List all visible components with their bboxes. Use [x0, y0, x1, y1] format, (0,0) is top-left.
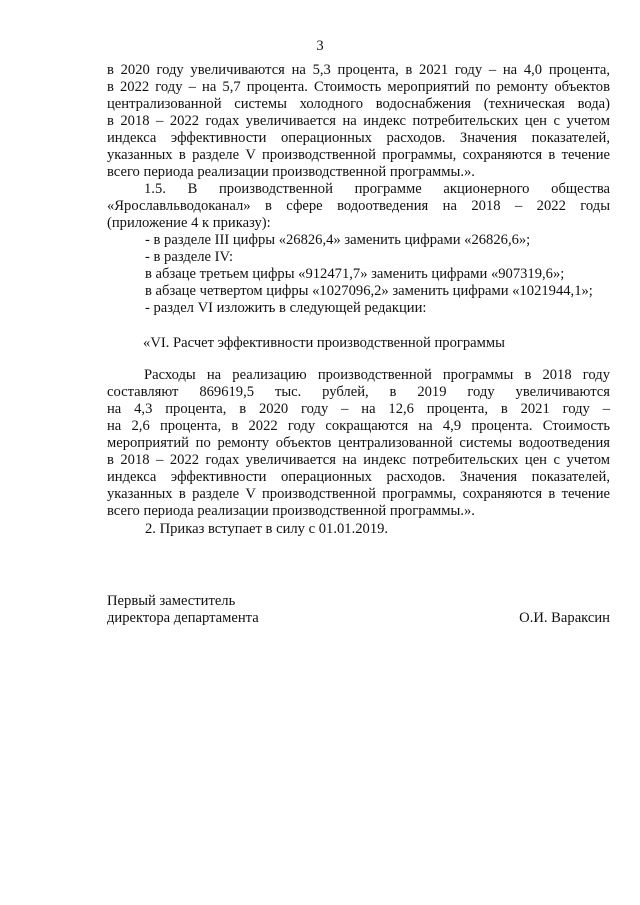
paragraph-cold-water-costs	[107, 62, 610, 181]
text-line: 2. Приказ вступает в силу с 01.01.2019.	[145, 521, 389, 537]
text-line: в 2018 – 2022 годах увеличивается на индекс потребительских цен с учетом	[107, 113, 610, 129]
text-line: в 2018 – 2022 годах увеличивается на индекс потребительских цен с учетом	[107, 452, 610, 468]
signature-name: О.И. Вараксин	[519, 610, 610, 626]
text-line: в 2020 году увеличиваются на 5,3 процента, в 2021 году – на 4,0 процента,	[107, 62, 610, 78]
text-line: в 2022 году – на 5,7 процента. Стоимость мероприятий по ремонту объектов	[107, 79, 610, 95]
text-line: мероприятий по ремонту объектов централизованной системы водоотведения	[107, 435, 610, 451]
text-line: всего периода реализации производственной программы.».	[107, 164, 475, 180]
text-line: 1.5. В производственной программе акционерного общества	[144, 181, 610, 197]
text-line: на 4,3 процента, в 2020 году – на 12,6 процента, в 2021 году –	[107, 401, 610, 417]
text-line: всего периода реализации производственной программы.».	[107, 503, 475, 519]
signature-title-line: директора департамента	[107, 610, 259, 626]
paragraph-efficiency	[107, 367, 610, 520]
list-item: - в разделе IV:	[145, 249, 234, 265]
signature-title	[107, 593, 259, 627]
text-line: составляют 869619,5 тыс. рублей, в 2019 году увеличиваются	[107, 384, 610, 400]
signature-title-line: Первый заместитель	[107, 593, 236, 609]
section-title: «VI. Расчет эффективности производственной программы	[143, 335, 505, 351]
text-line: указанных в разделе V производственной программы, сохраняются в течение	[107, 486, 610, 502]
paragraph-item-2	[107, 521, 610, 538]
list-item: - раздел VI изложить в следующей редакции:	[145, 300, 427, 316]
paragraph-item-1-5	[107, 181, 610, 317]
text-line: индекса эффективности операционных расходов. Значения показателей,	[107, 469, 610, 485]
list-item: - в разделе III цифры «26826,4» заменить цифрами «26826,6»;	[145, 232, 531, 248]
text-line: централизованной системы холодного водоснабжения (техническая вода)	[107, 96, 610, 112]
text-line: на 2,6 процента, в 2022 году сокращаются на 4,9 процента. Стоимость	[107, 418, 610, 434]
page-number: 3	[316, 38, 324, 54]
text-line: Расходы на реализацию производственной программы в 2018 году	[144, 367, 610, 383]
text-line: индекса эффективности операционных расходов. Значения показателей,	[107, 130, 610, 146]
list-item: в абзаце четвертом цифры «1027096,2» заменить цифрами «1021944,1»;	[145, 283, 593, 299]
list-item: в абзаце третьем цифры «912471,7» заменить цифрами «907319,6»;	[145, 266, 565, 282]
text-line: указанных в разделе V производственной программы, сохраняются в течение	[107, 147, 610, 163]
text-line: (приложение 4 к приказу):	[107, 215, 271, 231]
text-line: «Ярославльводоканал» в сфере водоотведения на 2018 – 2022 годы	[107, 198, 610, 214]
